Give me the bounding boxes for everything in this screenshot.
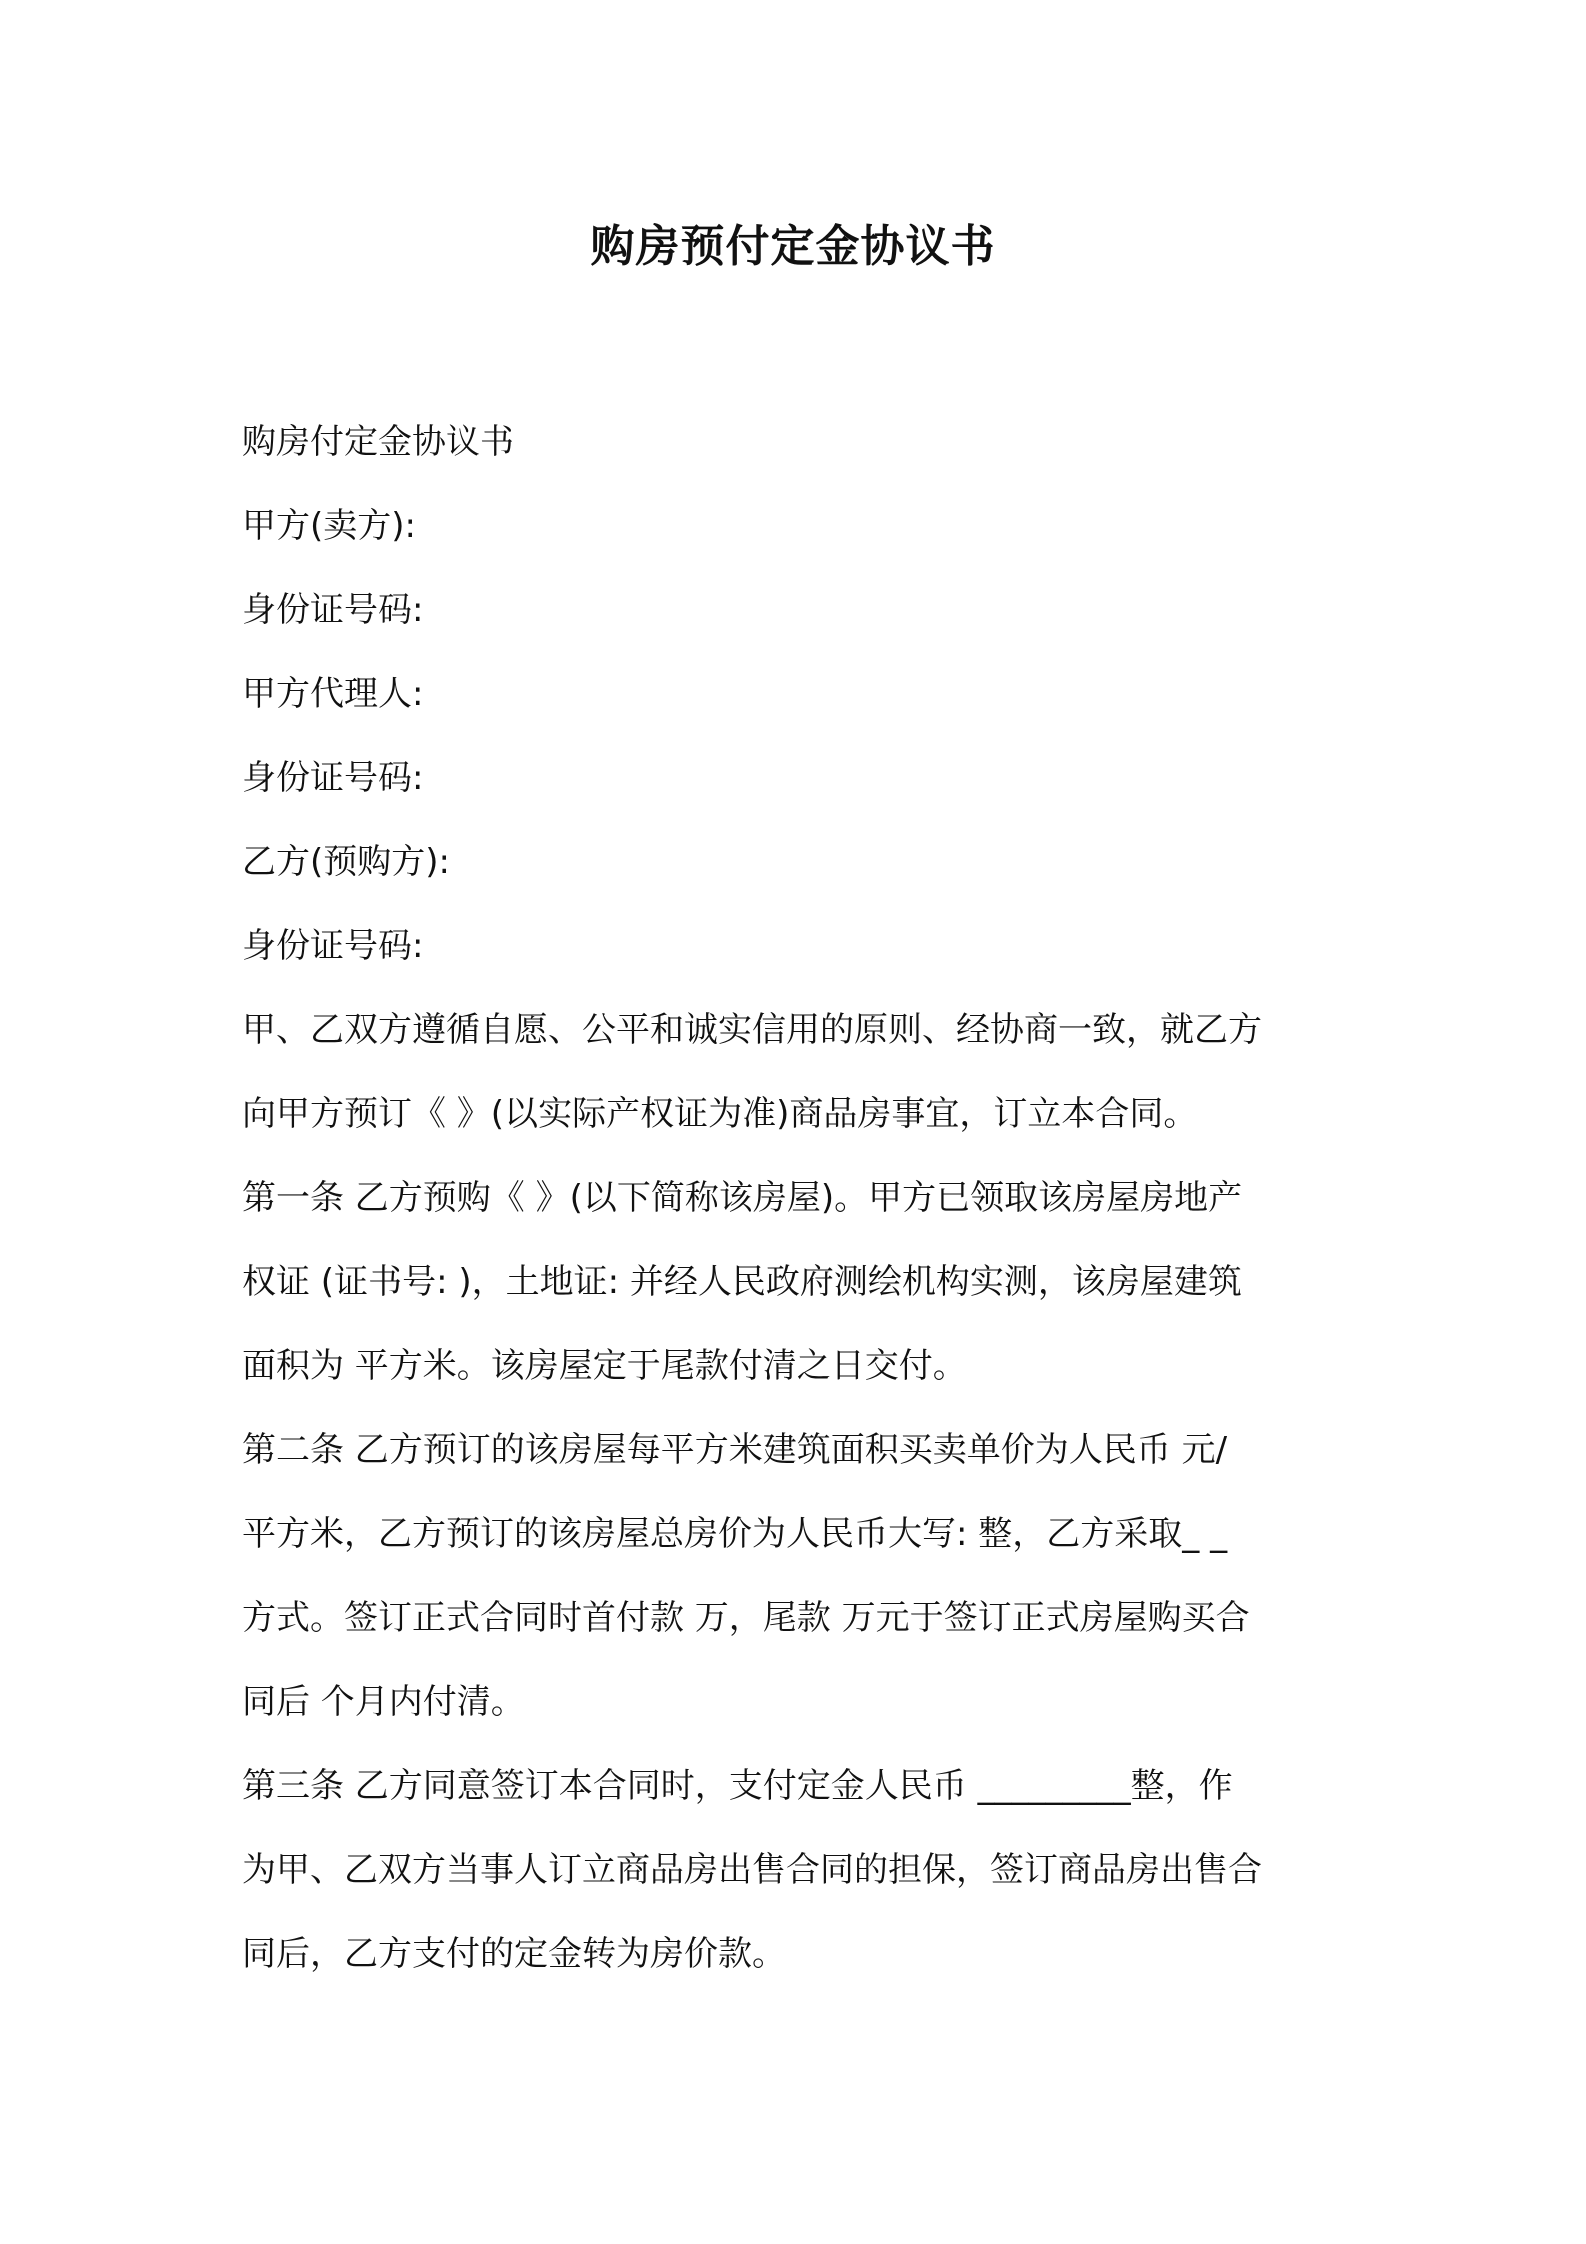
article-3-line-3: 同后，乙方支付的定金转为房价款。 [242, 1934, 786, 1974]
article-3-line-1: 第三条 乙方同意签订本合同时，支付定金人民币 _________整，作 [242, 1766, 1233, 1806]
party-b-buyer-line: 乙方(预购方): [242, 842, 450, 882]
article-2-line-3: 方式。签订正式合同时首付款 万，尾款 万元于签订正式房屋购买合 [242, 1598, 1250, 1638]
party-a-agent-line: 甲方代理人: [242, 674, 424, 714]
party-b-id-line: 身份证号码: [242, 926, 424, 966]
preamble-line-1: 甲、乙双方遵循自愿、公平和诚实信用的原则、经协商一致，就乙方 [242, 1010, 1262, 1050]
document-title: 购房预付定金协议书 [590, 221, 996, 272]
party-a-seller-line: 甲方(卖方): [242, 506, 416, 546]
article-2-line-2: 平方米，乙方预订的该房屋总房价为人民币大写: 整，乙方采取_ _ [242, 1514, 1228, 1554]
article-1-line-2: 权证 (证书号: )，土地证: 并经人民政府测绘机构实测，该房屋建筑 [242, 1262, 1242, 1302]
article-2-line-4: 同后 个月内付清。 [242, 1682, 525, 1722]
article-1-line-3: 面积为 平方米。该房屋定于尾款付清之日交付。 [242, 1346, 967, 1386]
article-1-line-1: 第一条 乙方预购《 》(以下简称该房屋)。甲方已领取该房屋房地产 [242, 1178, 1243, 1218]
document-body [242, 400, 1354, 1996]
article-2-line-1: 第二条 乙方预订的该房屋每平方米建筑面积买卖单价为人民币 元/ [242, 1430, 1228, 1470]
party-a-id-line: 身份证号码: [242, 590, 424, 630]
subtitle-line: 购房付定金协议书 [242, 422, 514, 462]
article-3-line-2: 为甲、乙双方当事人订立商品房出售合同的担保，签订商品房出售合 [242, 1850, 1262, 1890]
preamble-line-2: 向甲方预订《 》(以实际产权证为准)商品房事宜，订立本合同。 [242, 1094, 1198, 1134]
party-a-agent-id-line: 身份证号码: [242, 758, 424, 798]
